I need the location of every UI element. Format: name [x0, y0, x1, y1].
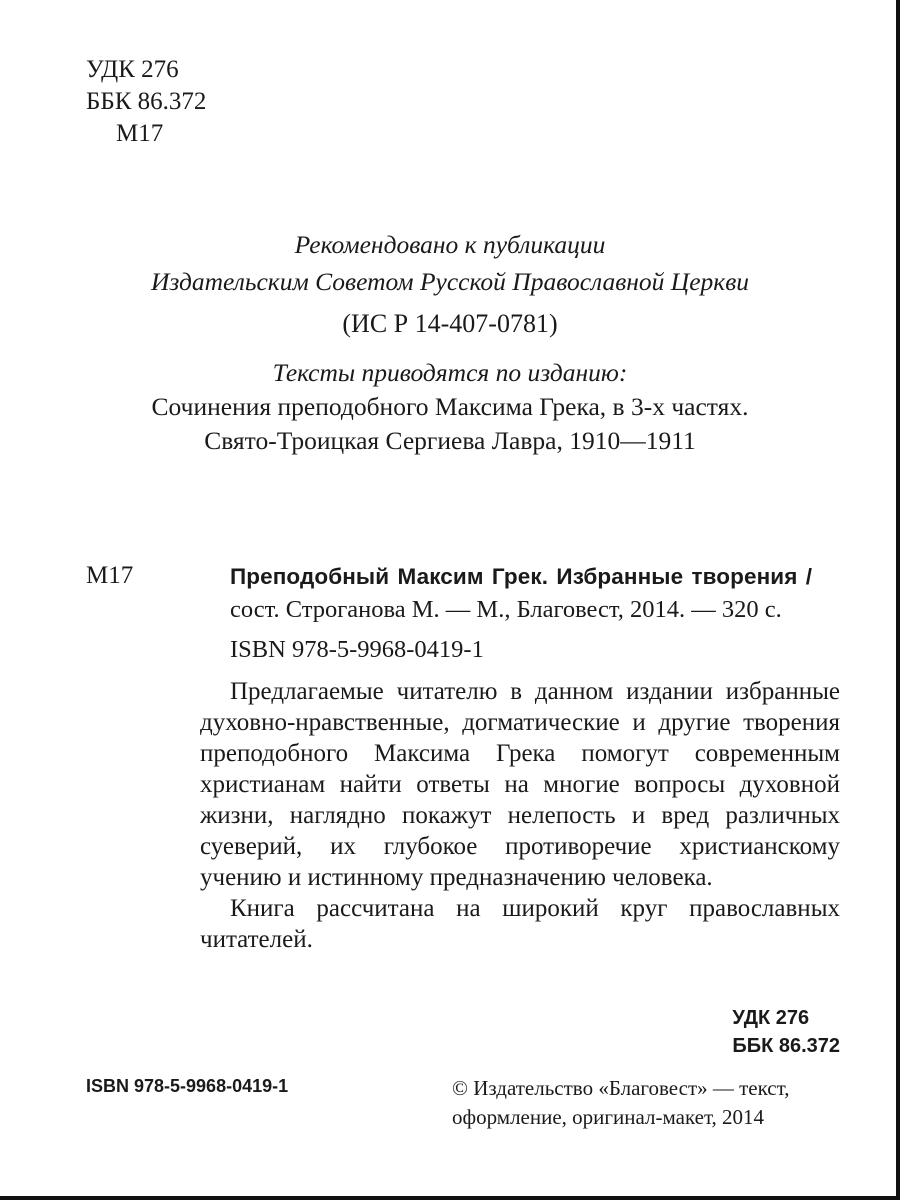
recommendation-line-1: Рекомендовано к публикации [294, 230, 606, 259]
book-isbn: ISBN 978-5-9968-0419-1 [230, 636, 484, 663]
annotation [200, 676, 840, 955]
author-mark: М17 [116, 120, 164, 147]
copyright-line-1: © Издательство «Благовест» — текст, [452, 1076, 790, 1100]
recommendation-number: (ИС Р 14-407-0781) [342, 309, 558, 338]
bbk-code-bottom: ББК 86.372 [732, 1035, 840, 1057]
recommendation-line-2: Издательским Советом Русской Православной Церкви [150, 267, 750, 296]
publication-recommendation [0, 226, 900, 342]
bibliographic-record [230, 562, 840, 666]
bbk-code: ББК 86.372 [86, 88, 207, 115]
source-heading: Тексты приводятся по изданию: [272, 358, 628, 387]
book-compiler-imprint: сост. Строганова М. — М., Благовест, 2014. — 320 с. [230, 596, 782, 623]
annotation-paragraph-1: Предлагаемые читателю в данном издании избранные духовно-нравственные, догматические и другие творения преподобного Максима Грека помогут современным христианам найти ответы на многие вопросы духовной жизни, наглядно покажут нелепость и вред различных суеверий, их глубокое противоречие христианскому учению и истинному предназначению человека. [200, 678, 840, 891]
source-line-1: Сочинения преподобного Максима Грека, в 3-х частях. [151, 392, 749, 421]
source-edition [0, 356, 900, 458]
copyright-notice [452, 1074, 848, 1132]
copyright-line-2: оформление, оригинал-макет, 2014 [452, 1105, 765, 1129]
biblio-author-mark: М17 [86, 562, 134, 589]
udk-code-bottom: УДК 276 [732, 1007, 810, 1029]
isbn-bottom: ISBN 978-5-9968-0419-1 [86, 1076, 289, 1096]
classification-codes-bottom [732, 1004, 840, 1060]
source-line-2: Свято-Троицкая Сергиева Лавра, 1910—1911 [204, 426, 696, 455]
udk-code: УДК 276 [86, 56, 179, 83]
book-title: Преподобный Максим Грек. Избранные творения / [230, 564, 813, 589]
annotation-paragraph-2: Книга рассчитана на широкий круг православных читателей. [200, 895, 840, 953]
classification-codes-top [86, 54, 206, 150]
